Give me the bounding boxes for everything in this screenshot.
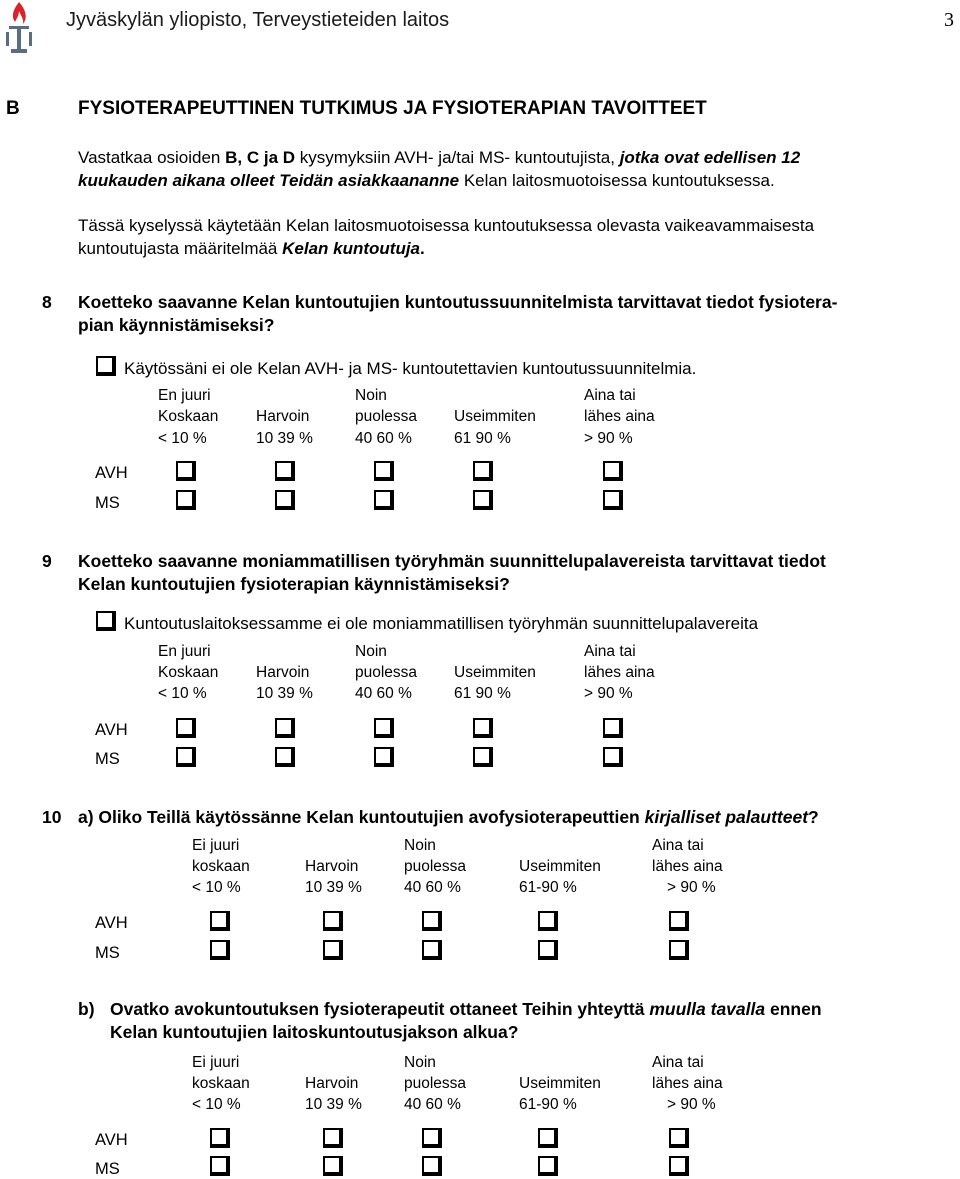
q10a-avh-checkbox[interactable] [538, 911, 558, 931]
section-title: FYSIOTERAPEUTTINEN TUTKIMUS JA FYSIOTERAPIAN TAVOITTEET [78, 98, 707, 119]
q10a-scale-mid-4: Useimmiten [519, 858, 601, 875]
q9-scale-mid-1: Koskaan [158, 664, 219, 681]
q10a-scale-mid-5: lähes aina [652, 858, 723, 875]
q10b-scale-top-3: Noin [404, 1054, 436, 1071]
q10b-avh-checkbox[interactable] [323, 1128, 343, 1148]
q8-option-checkbox[interactable] [96, 356, 116, 376]
q9-scale-mid-4: Useimmiten [454, 664, 536, 681]
q10a-avh-checkbox[interactable] [210, 911, 230, 931]
q10b-row-label-ms: MS [95, 1160, 120, 1178]
intro-line-2: kuukauden aikana olleet Teidän asiakkaananne Kelan laitosmuotoisessa kuntoutuksessa. [78, 171, 775, 190]
q8-scale-mid-2: Harvoin [256, 408, 310, 425]
q10b-scale-mid-3: puolessa [404, 1075, 467, 1092]
page-number: 3 [944, 9, 954, 31]
intro-line-3: Tässä kyselyssä käytetään Kelan laitosmuotoisessa kuntoutuksessa olevasta vaikeavammaisesta [78, 216, 815, 235]
q10b-scale-mid-5: lähes aina [652, 1075, 723, 1092]
q8-avh-checkbox[interactable] [473, 461, 493, 481]
q10a-scale-mid-1: koskaan [192, 858, 250, 875]
q8-avh-checkbox[interactable] [603, 461, 623, 481]
q10a-scale-range-5: > 90 % [667, 879, 716, 896]
q9-ms-checkbox[interactable] [176, 747, 196, 767]
q10b-avh-checkbox[interactable] [210, 1128, 230, 1148]
q10b-row-label-avh: AVH [95, 1131, 128, 1149]
q10b-ms-checkbox[interactable] [538, 1156, 558, 1176]
q10a-scale-top-3: Noin [404, 837, 436, 854]
q10a-ms-checkbox[interactable] [323, 940, 343, 960]
q8-scale-top-1: En juuri [158, 387, 211, 404]
q9-avh-checkbox[interactable] [473, 718, 493, 738]
q8-scale-mid-5: lähes aina [584, 408, 655, 425]
q9-ms-checkbox[interactable] [275, 747, 295, 767]
q9-scale-range-2: 10 39 % [256, 685, 313, 702]
q8-row-label-ms: MS [95, 494, 120, 512]
q8-ms-checkbox[interactable] [176, 490, 196, 510]
q10b-scale-range-3: 40 60 % [404, 1096, 461, 1113]
q10a-scale-range-1: < 10 % [192, 879, 241, 896]
q10a-scale-mid-2: Harvoin [305, 858, 359, 875]
q10a-avh-checkbox[interactable] [323, 911, 343, 931]
q9-scale-mid-5: lähes aina [584, 664, 655, 681]
q8-option-label: Käytössäni ei ole Kelan AVH- ja MS- kuntoutettavien kuntoutussuunnitelmia. [124, 359, 697, 378]
q10a-text: a) Oliko Teillä käytössänne Kelan kuntoutujien avofysioterapeuttien kirjalliset palautteet? [78, 807, 819, 827]
q10b-text-line-1: Ovatko avokuntoutuksen fysioterapeutit ottaneet Teihin yhteyttä muulla tavalla ennen [110, 999, 822, 1019]
q10a-scale-range-4: 61-90 % [519, 879, 577, 896]
q8-scale-mid-1: Koskaan [158, 408, 219, 425]
q9-ms-checkbox[interactable] [473, 747, 493, 767]
q10b-letter: b) [78, 999, 95, 1019]
section-letter: B [6, 98, 20, 119]
q10a-scale-top-1: Ei juuri [192, 837, 240, 854]
q10b-scale-top-5: Aina tai [652, 1054, 704, 1071]
q10b-avh-checkbox[interactable] [669, 1128, 689, 1148]
q10b-ms-checkbox[interactable] [669, 1156, 689, 1176]
q9-row-label-avh: AVH [95, 721, 128, 739]
q8-ms-checkbox[interactable] [374, 490, 394, 510]
q8-ms-checkbox[interactable] [275, 490, 295, 510]
q10a-scale-mid-3: puolessa [404, 858, 467, 875]
q8-scale-top-3: Noin [355, 387, 387, 404]
q8-scale-mid-4: Useimmiten [454, 408, 536, 425]
q10b-scale-mid-1: koskaan [192, 1075, 250, 1092]
q9-scale-range-1: < 10 % [158, 685, 207, 702]
q9-number: 9 [42, 551, 52, 571]
q10a-row-label-ms: MS [95, 944, 120, 962]
q10b-ms-checkbox[interactable] [210, 1156, 230, 1176]
q10a-scale-range-2: 10 39 % [305, 879, 362, 896]
q8-scale-range-3: 40 60 % [355, 430, 412, 447]
q10a-ms-checkbox[interactable] [669, 940, 689, 960]
q10b-avh-checkbox[interactable] [422, 1128, 442, 1148]
q8-scale-range-1: < 10 % [158, 430, 207, 447]
header-institution: Jyväskylän yliopisto, Terveystieteiden laitos [66, 9, 450, 31]
intro-line-4: kuntoutujasta määritelmää Kelan kuntoutuja. [78, 239, 425, 258]
q9-avh-checkbox[interactable] [374, 718, 394, 738]
q10b-scale-range-2: 10 39 % [305, 1096, 362, 1113]
q8-text-line-1: Koetteko saavanne Kelan kuntoutujien kuntoutussuunnitelmista tarvittavat tiedot fysiotera- [78, 292, 838, 312]
q8-ms-checkbox[interactable] [603, 490, 623, 510]
q9-option-checkbox[interactable] [96, 611, 116, 631]
q10b-avh-checkbox[interactable] [538, 1128, 558, 1148]
q10a-ms-checkbox[interactable] [210, 940, 230, 960]
q8-avh-checkbox[interactable] [374, 461, 394, 481]
q8-scale-top-5: Aina tai [584, 387, 636, 404]
q10b-scale-range-5: > 90 % [667, 1096, 716, 1113]
q9-scale-mid-3: puolessa [355, 664, 418, 681]
q9-scale-range-3: 40 60 % [355, 685, 412, 702]
q9-ms-checkbox[interactable] [603, 747, 623, 767]
q8-scale-mid-3: puolessa [355, 408, 418, 425]
q10-number: 10 [42, 807, 62, 827]
q10a-ms-checkbox[interactable] [422, 940, 442, 960]
q8-scale-range-4: 61 90 % [454, 430, 511, 447]
q9-option-label: Kuntoutuslaitoksessamme ei ole moniammatillisen työryhmän suunnittelupalavereita [124, 614, 759, 633]
q8-scale-range-2: 10 39 % [256, 430, 313, 447]
q10b-ms-checkbox[interactable] [323, 1156, 343, 1176]
q9-avh-checkbox[interactable] [275, 718, 295, 738]
q9-avh-checkbox[interactable] [176, 718, 196, 738]
q10b-scale-range-1: < 10 % [192, 1096, 241, 1113]
q8-scale-range-5: > 90 % [584, 430, 633, 447]
q10a-avh-checkbox[interactable] [669, 911, 689, 931]
q8-avh-checkbox[interactable] [275, 461, 295, 481]
q10a-ms-checkbox[interactable] [538, 940, 558, 960]
q9-scale-mid-2: Harvoin [256, 664, 310, 681]
q10b-scale-range-4: 61-90 % [519, 1096, 577, 1113]
q8-text-line-2: pian käynnistämiseksi? [78, 315, 275, 335]
q8-avh-checkbox[interactable] [176, 461, 196, 481]
q10b-scale-top-1: Ei juuri [192, 1054, 240, 1071]
intro-line-1: Vastatkaa osioiden B, C ja D kysymyksiin AVH- ja/tai MS- kuntoutujista, jotka ovat edellisen 12 [78, 148, 801, 167]
q10b-text-line-2: Kelan kuntoutujien laitoskuntoutusjakson alkua? [110, 1022, 519, 1042]
q10a-scale-top-5: Aina tai [652, 837, 704, 854]
q9-scale-range-4: 61 90 % [454, 685, 511, 702]
q8-number: 8 [42, 292, 52, 312]
q9-ms-checkbox[interactable] [374, 747, 394, 767]
q9-text-line-2: Kelan kuntoutujien fysioterapian käynnistämiseksi? [78, 574, 510, 594]
q10b-scale-mid-2: Harvoin [305, 1075, 359, 1092]
q10b-scale-mid-4: Useimmiten [519, 1075, 601, 1092]
q9-text-line-1: Koetteko saavanne moniammatillisen työryhmän suunnittelupalavereista tarvittavat tiedot [78, 551, 826, 571]
q10b-ms-checkbox[interactable] [422, 1156, 442, 1176]
q8-ms-checkbox[interactable] [473, 490, 493, 510]
q9-scale-top-3: Noin [355, 643, 387, 660]
q10a-avh-checkbox[interactable] [422, 911, 442, 931]
q10a-row-label-avh: AVH [95, 914, 128, 932]
q9-scale-range-5: > 90 % [584, 685, 633, 702]
q9-scale-top-1: En juuri [158, 643, 211, 660]
q9-scale-top-5: Aina tai [584, 643, 636, 660]
q9-avh-checkbox[interactable] [603, 718, 623, 738]
q8-row-label-avh: AVH [95, 464, 128, 482]
q9-row-label-ms: MS [95, 750, 120, 768]
university-logo [2, 0, 36, 62]
q10a-scale-range-3: 40 60 % [404, 879, 461, 896]
